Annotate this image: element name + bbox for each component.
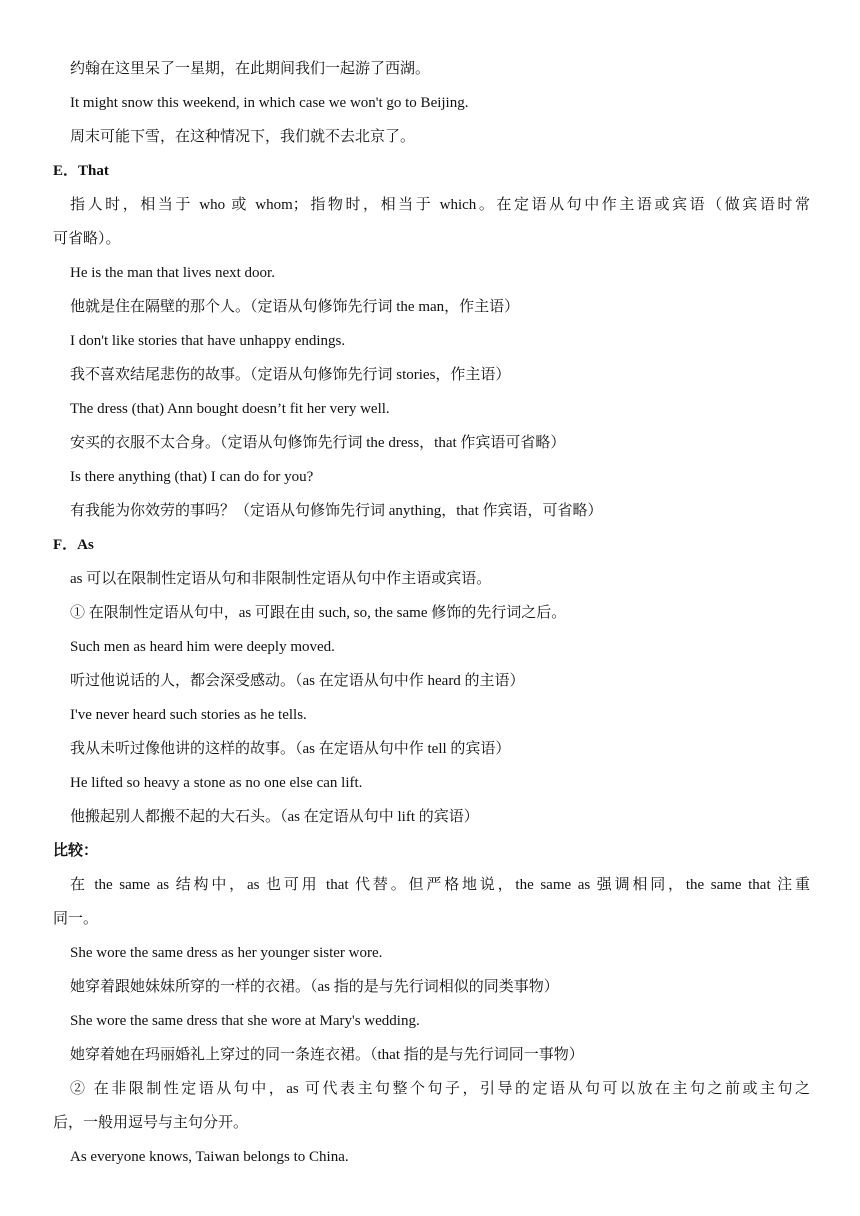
- translation-line: 我从未听过像他讲的这样的故事。（as 在定语从句中作 tell 的宾语）: [70, 741, 511, 757]
- example-sentence: Such men as heard him were deeply moved.: [70, 639, 335, 655]
- translation-line: 安买的衣服不太合身。（定语从句修饰先行词 the dress，that 作宾语可省略）: [70, 435, 566, 451]
- translation-line: 听过他说话的人，都会深受感动。（as 在定语从句中作 heard 的主语）: [70, 673, 525, 689]
- example-sentence: I don't like stories that have unhappy endings.: [70, 333, 346, 349]
- example-sentence: Is there anything (that) I can do for you?: [70, 469, 314, 485]
- translation-line: 有我能为你效劳的事吗？（定语从句修饰先行词 anything，that 作宾语，可省略）: [70, 503, 603, 519]
- translation-line: 她穿着跟她妹妹所穿的一样的衣裙。（as 指的是与先行词相似的同类事物）: [70, 979, 559, 995]
- translation-line: 他搬起别人都搬不起的大石头。（as 在定语从句中 lift 的宾语）: [70, 809, 479, 825]
- paragraph-line: as 可以在限制性定语从句和非限制性定语从句中作主语或宾语。: [70, 571, 492, 587]
- section-heading-that: E．That: [53, 163, 109, 179]
- example-sentence: He lifted so heavy a stone as no one else can lift.: [70, 775, 363, 791]
- paragraph-line: 在 the same as 结构中，as 也可用 that 代替。但严格地说，the same as 强调相同，the same that 注重: [70, 877, 810, 893]
- section-heading-as: F．As: [53, 537, 94, 553]
- translation-line: 他就是住在隔壁的那个人。（定语从句修饰先行词 the man，作主语）: [70, 299, 520, 315]
- example-sentence: The dress (that) Ann bought doesn’t fit her very well.: [70, 401, 390, 417]
- translation-line: 我不喜欢结尾悲伤的故事。（定语从句修饰先行词 stories，作主语）: [70, 367, 511, 383]
- example-sentence: It might snow this weekend, in which case we won't go to Beijing.: [70, 95, 469, 111]
- example-sentence: She wore the same dress as her younger sister wore.: [70, 945, 383, 961]
- paragraph-line: ① 在限制性定语从句中，as 可跟在由 such, so, the same 修饰的先行词之后。: [70, 605, 567, 621]
- paragraph-line: ② 在非限制性定语从句中，as 可代表主句整个句子，引导的定语从句可以放在主句之前或主句之: [70, 1081, 810, 1097]
- example-sentence: I've never heard such stories as he tells.: [70, 707, 307, 723]
- paragraph-line: 同一。: [53, 911, 99, 927]
- example-sentence: He is the man that lives next door.: [70, 265, 275, 281]
- comparison-heading: 比较：: [53, 843, 99, 859]
- example-sentence: As everyone knows, Taiwan belongs to China.: [70, 1149, 349, 1165]
- translation-line: 她穿着她在玛丽婚礼上穿过的同一条连衣裙。（that 指的是与先行词同一事物）: [70, 1047, 584, 1063]
- paragraph-line: 指人时，相当于 who 或 whom；指物时，相当于 which。在定语从句中作主语或宾语（做宾语时常: [70, 197, 810, 213]
- paragraph-line: 可省略）。: [53, 231, 121, 247]
- example-sentence: She wore the same dress that she wore at Mary's wedding.: [70, 1013, 420, 1029]
- text-line: 约翰在这里呆了一星期，在此期间我们一起游了西湖。: [70, 61, 431, 77]
- text-line: 周末可能下雪，在这种情况下，我们就不去北京了。: [70, 129, 416, 145]
- paragraph-line: 后，一般用逗号与主句分开。: [53, 1115, 249, 1131]
